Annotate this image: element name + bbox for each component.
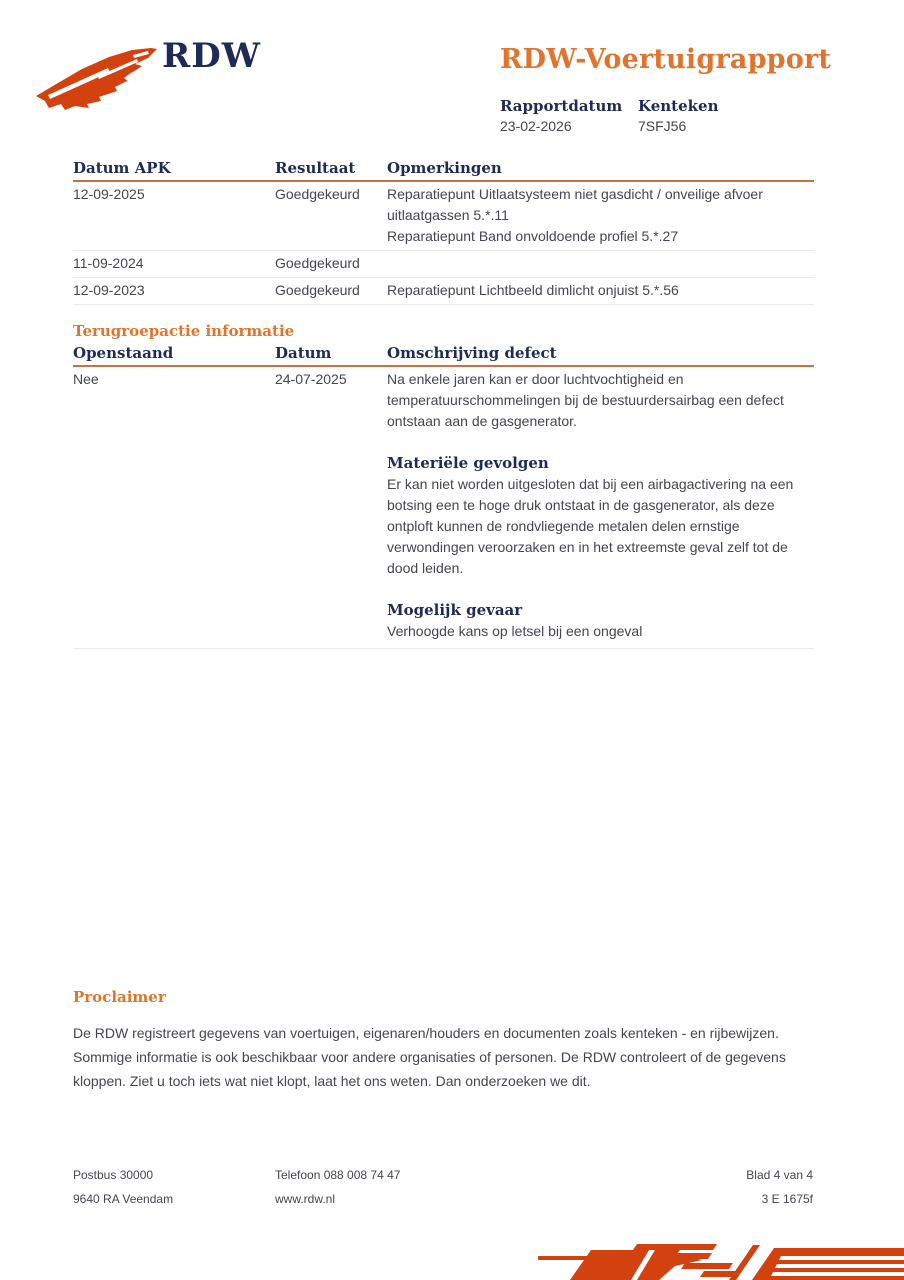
- apk-cell-opmerkingen: [387, 253, 814, 274]
- possible-danger-text: Verhoogde kans op letsel bij een ongeval: [387, 623, 643, 639]
- apk-cell-opmerkingen: [387, 184, 814, 247]
- proclaimer-section: [73, 988, 815, 1093]
- apk-header-opmerkingen: Opmerkingen: [387, 159, 502, 177]
- page-title: RDW-Voertuigrapport: [500, 44, 832, 75]
- proclaimer-text: De RDW registreert gegevens van voertuigen, eigenaren/houders en documenten zoals kenteken - en rijbewijzen. Sommige informatie is ook beschikbaar voor andere organisaties of personen. De RDW controleert of de gegevens kloppen. Ziet u toch iets wat niet klopt, laat het ons weten. Dan onderzoeken we dit.: [73, 1025, 786, 1089]
- recall-table-header: [73, 344, 814, 367]
- rdw-stripes-graphic: [529, 1240, 904, 1280]
- rdw-logo-text: RDW: [162, 36, 261, 76]
- apk-remark: Reparatiepunt Uitlaatsysteem niet gasdicht / onveilige afvoer uitlaatgassen 5.*.11: [387, 186, 763, 223]
- apk-cell-opmerkingen: [387, 280, 814, 301]
- apk-table-row: [73, 278, 814, 305]
- material-consequences-text: Er kan niet worden uitgesloten dat bij een airbagactivering na een botsing een te hoge druk ontstaat in de gasgenerator, als deze ontploft kunnen de rondvliegende metalen delen ernstige verwondingen veroorzaken en in het extreemste geval zelf tot de dood leiden.: [387, 476, 794, 576]
- apk-cell-datum: 11-09-2024: [73, 255, 144, 271]
- footer-row: [73, 1192, 813, 1207]
- recall-cell-openstaand: Nee: [73, 371, 99, 387]
- recall-header-datum: Datum: [275, 344, 332, 362]
- recall-header-openstaand: Openstaand: [73, 344, 174, 362]
- report-date-value: 23-02-2026: [500, 118, 572, 134]
- recall-section: [73, 322, 814, 649]
- apk-table-header: [73, 159, 814, 182]
- recall-cell-datum: 24-07-2025: [275, 371, 347, 387]
- license-plate-label: Kenteken: [638, 97, 719, 115]
- apk-remark: Reparatiepunt Lichtbeeld dimlicht onjuist 5.*.56: [387, 282, 679, 298]
- footer-row: [73, 1168, 813, 1183]
- recall-section-title: Terugroepactie informatie: [73, 322, 295, 340]
- apk-cell-datum: 12-09-2023: [73, 282, 145, 298]
- footer-postbus: Postbus 30000: [73, 1168, 154, 1182]
- footer-doc-code: 3 E 1675f: [761, 1192, 813, 1206]
- possible-danger-heading: Mogelijk gevaar: [387, 601, 523, 619]
- footer-website: www.rdw.nl: [275, 1192, 336, 1206]
- footer-phone: Telefoon 088 008 74 47: [275, 1168, 401, 1182]
- material-consequences-heading: Materiële gevolgen: [387, 454, 549, 472]
- apk-cell-datum: 12-09-2025: [73, 186, 145, 202]
- recall-header-omschrijving: Omschrijving defect: [387, 344, 557, 362]
- apk-header-resultaat: Resultaat: [275, 159, 356, 177]
- apk-cell-resultaat: Goedgekeurd: [275, 186, 360, 202]
- apk-cell-resultaat: Goedgekeurd: [275, 255, 360, 271]
- proclaimer-title: Proclaimer: [73, 988, 166, 1006]
- apk-header-datum: Datum APK: [73, 159, 171, 177]
- apk-table-row: [73, 251, 814, 278]
- report-date-label: Rapportdatum: [500, 97, 623, 115]
- apk-cell-resultaat: Goedgekeurd: [275, 282, 360, 298]
- recall-cell-description: [387, 369, 814, 642]
- page-footer: [73, 1168, 813, 1216]
- license-plate-value: 7SFJ56: [638, 118, 687, 134]
- apk-history-table: [73, 159, 814, 305]
- apk-remark: Reparatiepunt Band onvoldoende profiel 5.*.27: [387, 228, 679, 244]
- footer-page-number: Blad 4 van 4: [746, 1168, 813, 1182]
- defect-description: Na enkele jaren kan er door luchtvochtigheid en temperatuurschommelingen bij de bestuurdersairbag een defect ontstaan aan de gasgenerator.: [387, 371, 784, 429]
- recall-table-row: [73, 367, 814, 649]
- apk-table-row: [73, 182, 814, 251]
- report-header: [0, 0, 904, 160]
- rdw-wing-icon: [36, 48, 158, 112]
- footer-city: 9640 RA Veendam: [73, 1192, 174, 1206]
